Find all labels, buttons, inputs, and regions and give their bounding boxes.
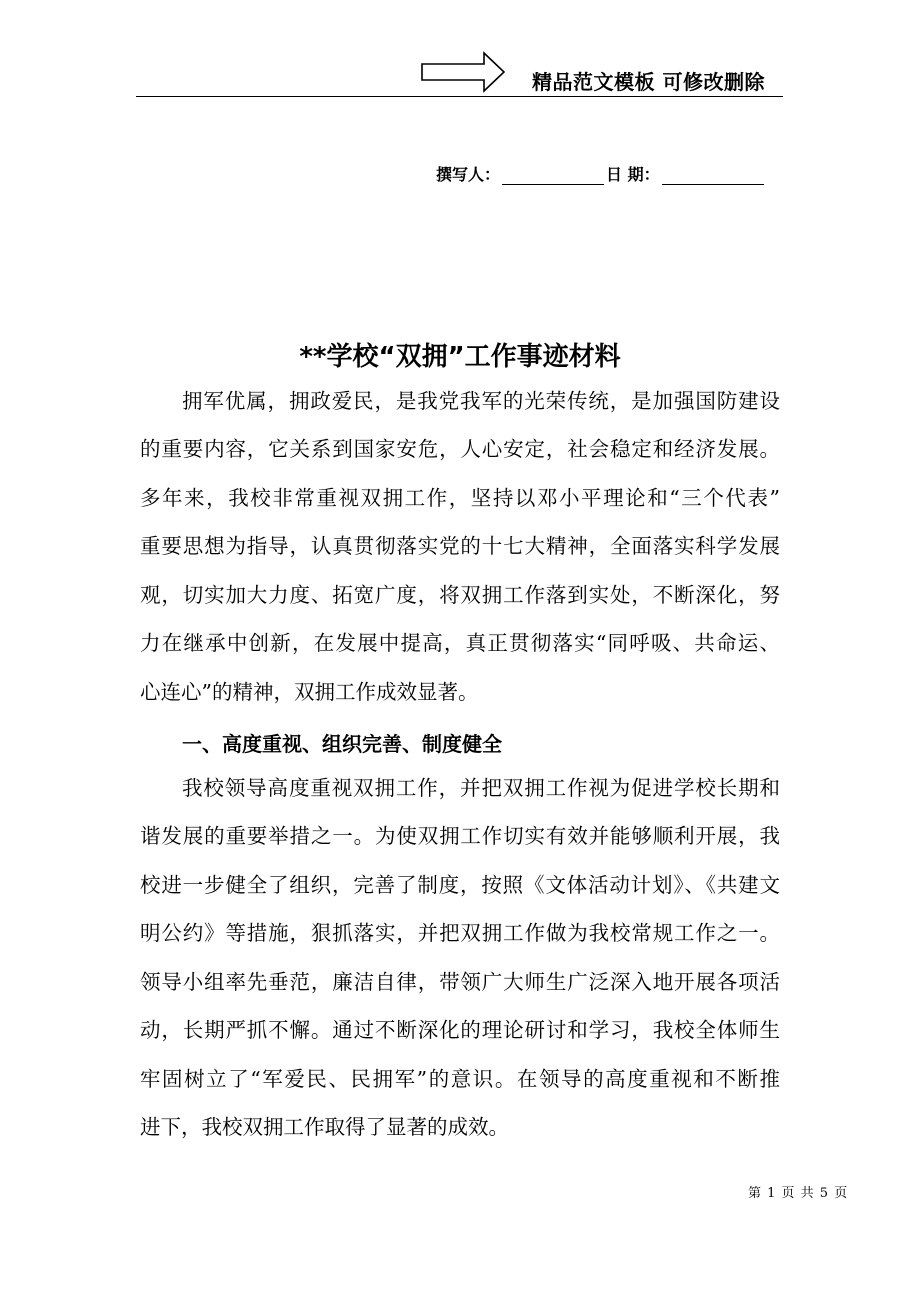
date-label: 日 期： — [606, 165, 660, 184]
paragraph-2-line-2: 谐发展的重要举措之一。为使双拥工作切实有效并能够顺利开展，我 — [140, 824, 780, 848]
paragraph-2-line-7: 牢固树立了“军爱民、民拥军”的意识。在领导的高度重视和不断推 — [140, 1067, 780, 1091]
date-blank — [662, 166, 764, 185]
paragraph-1-line-2: 的重要内容，它关系到国家安危，人心安定，社会稳定和经济发展。 — [140, 437, 780, 461]
header-text: 精品范文模板 可修改删除 — [532, 70, 765, 94]
paragraph-2-line-3: 校进一步健全了组织，完善了制度，按照《文体活动计划》、《共建文 — [140, 873, 780, 897]
paragraph-1-line-5: 观，切实加大力度、拓宽广度，将双拥工作落到实处，不断深化，努 — [140, 583, 780, 607]
author-blank — [502, 166, 604, 185]
paragraph-2-line-8: 进下，我校双拥工作取得了显著的成效。 — [140, 1115, 509, 1139]
paragraph-1-line-4: 重要思想为指导，认真贯彻落实党的十七大精神，全面落实科学发展 — [140, 534, 780, 558]
page-number: 第 1 页 共 5 页 — [748, 1186, 849, 1201]
arrow-right-icon — [420, 50, 506, 94]
header-rule — [136, 96, 783, 97]
document-title: **学校“双拥”工作事迹材料 — [299, 342, 621, 372]
paragraph-2-line-4: 明公约》等措施，狠抓落实，并把双拥工作做为我校常规工作之一。 — [140, 921, 780, 945]
paragraph-2-line-6: 动，长期严抓不懈。通过不断深化的理论研讨和学习，我校全体师生 — [140, 1018, 780, 1042]
author-label: 撰写人： — [436, 165, 501, 184]
paragraph-2-line-1: 我校领导高度重视双拥工作，并把双拥工作视为促进学校长期和 — [182, 776, 780, 800]
paragraph-2-line-5: 领导小组率先垂范，廉洁自律，带领广大师生广泛深入地开展各项活 — [140, 970, 780, 994]
paragraph-1-line-7: 心连心”的精神，双拥工作成效显著。 — [140, 680, 479, 704]
author-date-line — [436, 162, 766, 185]
paragraph-1-line-1: 拥军优属，拥政爱民，是我党我军的光荣传统，是加强国防建设 — [182, 389, 780, 413]
section-heading-1: 一、高度重视、组织完善、制度健全 — [182, 732, 502, 756]
paragraph-1-line-6: 力在继承中创新，在发展中提高，真正贯彻落实“同呼吸、共命运、 — [140, 631, 780, 655]
paragraph-1-line-3: 多年来，我校非常重视双拥工作，坚持以邓小平理论和“三个代表” — [140, 486, 780, 510]
